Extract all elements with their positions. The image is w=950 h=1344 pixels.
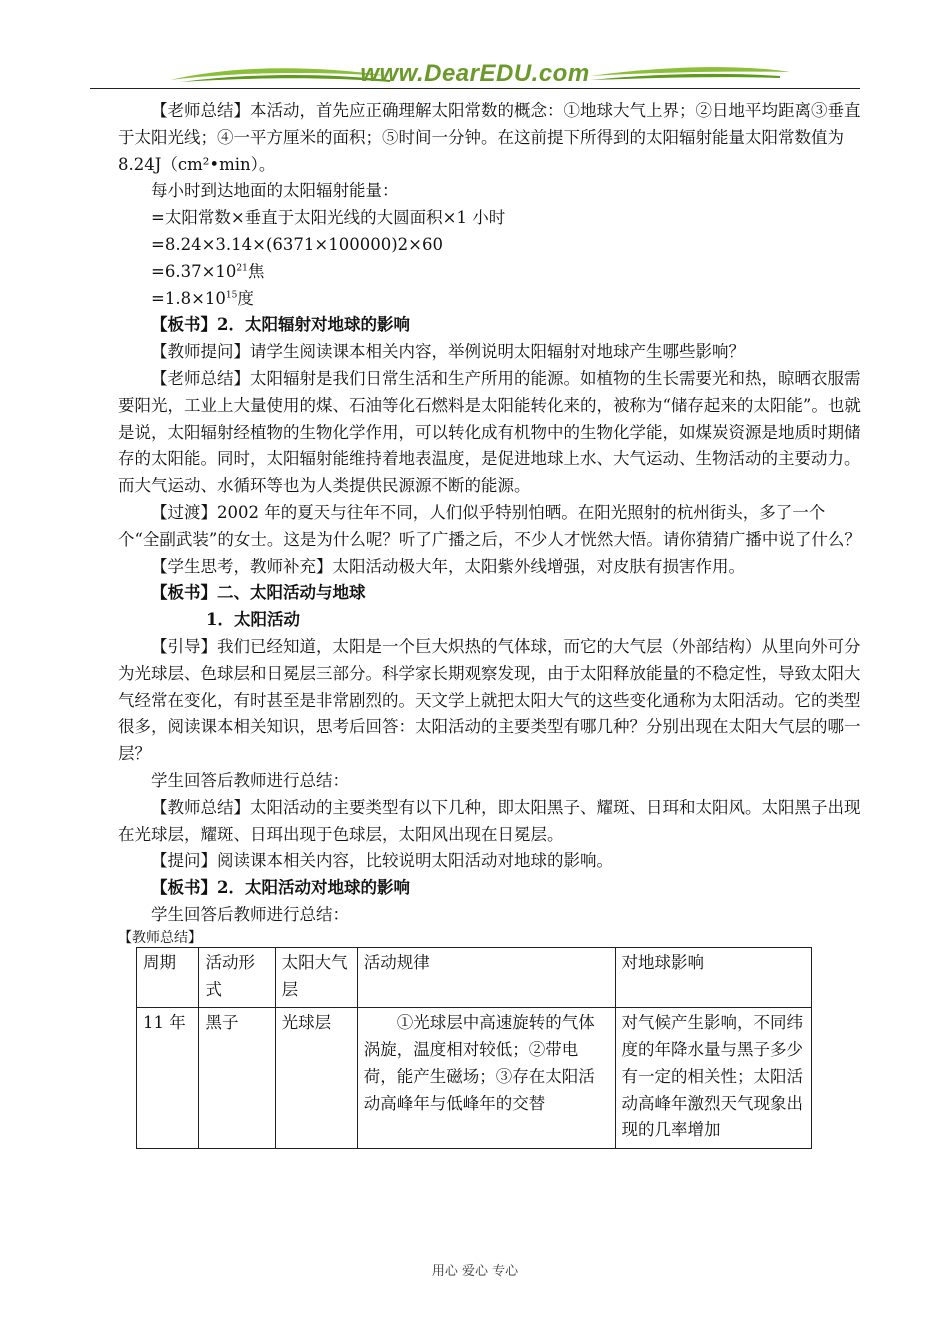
formula-line-2: =8.24×3.14×(6371×100000)2×60 (151, 234, 443, 254)
paragraph-student-thinking: 【学生思考，教师补充】太阳活动极大年，太阳紫外线增强，对皮肤有损害作用。 (151, 556, 745, 576)
solar-activity-table (136, 947, 812, 1150)
header-cell-pattern: 活动规律 (357, 947, 615, 1008)
cell-layer: 光球层 (275, 1008, 357, 1149)
header-cell-form: 活动形式 (199, 947, 275, 1008)
cell-form: 黑子 (199, 1008, 275, 1149)
document-body (118, 98, 863, 1149)
paragraph-guide: 【引导】我们已经知道，太阳是一个巨大炽热的气体球，而它的大气层（外部结构）从里向外可分为光球层、色球层和日冕层三部分。科学家长期观察发现，由于太阳释放能量的不稳定性，导致太阳大气经常在变化，有时甚至是非常剧烈的。天文学上就把太阳大气的这些变化通称为太阳活动。它的类型很多，阅读课本相关知识，思考后回答：太阳活动的主要类型有哪几种？分别出现在太阳大气层的哪一层？ (118, 636, 861, 764)
cell-impact: 对气候产生影响，不同纬度的年降水量与黑子多少有一定的相关性；太阳活动高峰年激烈天气现象出现的几率增加 (615, 1008, 812, 1149)
page-footer: 用心 爱心 专心 (431, 1264, 519, 1279)
header-cell-period: 周期 (137, 947, 199, 1008)
paragraph-question: 【提问】阅读课本相关内容，比较说明太阳活动对地球的影响。 (151, 851, 613, 871)
header-cell-layer: 太阳大气层 (275, 947, 357, 1008)
cell-pattern: ①光球层中高速旋转的气体涡旋，温度相对较低；②带电荷，能产生磁场；③存在太阳活动高峰年与低峰年的交替 (357, 1008, 615, 1149)
formula-line-1: =太阳常数×垂直于太阳光线的大圆面积×1 小时 (151, 208, 506, 228)
paragraph-student-answer-2: 学生回答后教师进行总结： (151, 904, 349, 924)
paragraph-teacher-summary-2: 【老师总结】太阳辐射是我们日常生活和生产所用的能源。如植物的生长需要光和热，晾晒衣服需要阳光，工业上大量使用的煤、石油等化石燃料是太阳能转化来的，被称为“储存起来的太阳能”。也就是说，太阳辐射经植物的生物化学作用，可以转化成有机物中的生物化学能，如煤炭资源是地质时期储存的太阳能。同时，太阳辐射能维持着地表温度，是促进地球上水、大气运动、生物活动的主要动力。而大气运动、水循环等也为人类提供民源源不断的能源。 (118, 368, 861, 496)
board-heading-activity-impact: 【板书】2．太阳活动对地球的影响 (151, 878, 410, 898)
paragraph-hourly-energy: 每小时到达地面的太阳辐射能量： (151, 181, 399, 201)
cell-period: 11 年 (137, 1008, 199, 1149)
board-heading-solar-radiation: 【板书】2．太阳辐射对地球的影响 (151, 315, 410, 335)
paragraph-teacher-question: 【教师提问】请学生阅读课本相关内容，举例说明太阳辐射对地球产生哪些影响？ (151, 342, 745, 362)
paragraph-transition: 【过渡】2002 年的夏天与往年不同，人们似乎特别怕晒。在阳光照射的杭州街头，多了一个个“全副武装”的女士。这是为什么呢？听了广播之后，不少人才恍然大悟。请你猜猜广播中说了什么？ (118, 502, 861, 549)
paragraph-student-answer-1: 学生回答后教师进行总结： (151, 770, 349, 790)
paragraph-teacher-summary-1: 【老师总结】本活动，首先应正确理解太阳常数的概念：①地球大气上界；②日地平均距离③垂直于太阳光线；④一平方厘米的面积；⑤时间一分钟。在这前提下所得到的太阳辐射能量太阳常数值为8.24J（cm²•min）。 (118, 101, 861, 174)
board-heading-solar-activity-earth: 【板书】二、太阳活动与地球 (151, 583, 366, 603)
header-cell-impact: 对地球影响 (615, 947, 812, 1008)
table-row (137, 1008, 812, 1149)
formula-line-4: $=1.8\times 10^{15}$度 (151, 288, 254, 308)
site-header (90, 58, 860, 92)
site-logo-text: www.DearEDU.com (360, 60, 590, 87)
table-label: 【教师总结】 (118, 929, 202, 946)
table-header-row (137, 947, 812, 1008)
subheading-solar-activity: 1．太阳活动 (206, 610, 300, 630)
formula-line-3: $=6.37\times 10^{21}$焦 (151, 261, 265, 281)
paragraph-teacher-summary-3: 【教师总结】太阳活动的主要类型有以下几种，即太阳黑子、耀斑、日珥和太阳风。太阳黑子出现在光球层，耀斑、日珥出现于色球层，太阳风出现在日冕层。 (118, 797, 861, 844)
header-rule (90, 88, 860, 89)
